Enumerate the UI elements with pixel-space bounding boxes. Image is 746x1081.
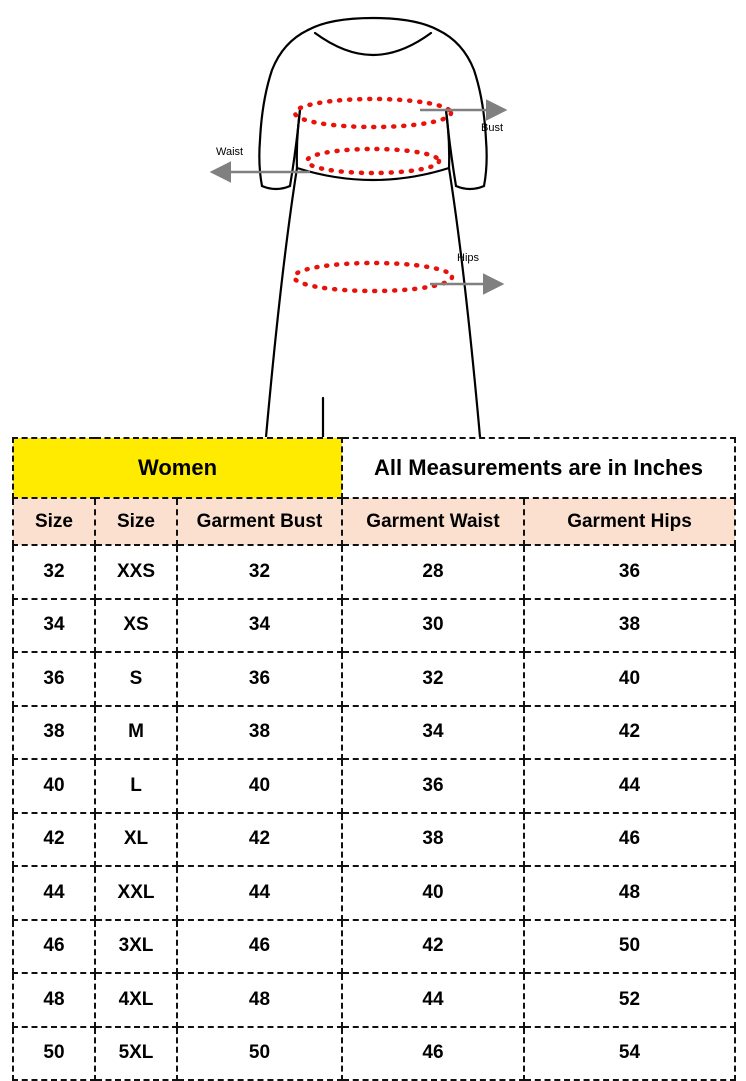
table-cell: 36 — [342, 759, 524, 813]
body-outline — [259, 18, 486, 437]
table-cell: 32 — [13, 545, 95, 599]
table-cell: 44 — [342, 973, 524, 1027]
table-cell: 38 — [177, 706, 342, 760]
measurement-figure — [0, 0, 746, 437]
table-row — [13, 759, 735, 813]
table-cell: L — [95, 759, 177, 813]
table-cell: 38 — [13, 706, 95, 760]
table-cell: 42 — [342, 920, 524, 974]
table-row — [13, 1027, 735, 1081]
table-cell: S — [95, 652, 177, 706]
bust-label: Bust — [481, 122, 504, 134]
table-title-row — [13, 438, 735, 498]
table-row — [13, 973, 735, 1027]
table-cell: 40 — [13, 759, 95, 813]
column-header-size-alpha: Size — [95, 498, 177, 545]
column-header-garment-waist: Garment Waist — [342, 498, 524, 545]
table-row — [13, 706, 735, 760]
title-women: Women — [13, 438, 342, 498]
table-cell: 50 — [177, 1027, 342, 1081]
table-cell: 48 — [13, 973, 95, 1027]
waist-label: Waist — [216, 146, 244, 158]
table-cell: 34 — [13, 599, 95, 653]
table-cell: 44 — [13, 866, 95, 920]
table-cell: 46 — [342, 1027, 524, 1081]
table-row — [13, 599, 735, 653]
table-cell: 36 — [524, 545, 735, 599]
table-cell: 36 — [177, 652, 342, 706]
table-cell: 34 — [342, 706, 524, 760]
table-cell: XXS — [95, 545, 177, 599]
table-cell: 40 — [177, 759, 342, 813]
table-cell: 44 — [177, 866, 342, 920]
table-cell: 40 — [524, 652, 735, 706]
table-cell: 42 — [177, 813, 342, 867]
bust-measure-line — [295, 99, 451, 127]
table-cell: 48 — [177, 973, 342, 1027]
waist-measure-line — [307, 149, 439, 173]
table-cell: 44 — [524, 759, 735, 813]
table-cell: XXL — [95, 866, 177, 920]
table-cell: 52 — [524, 973, 735, 1027]
table-cell: 46 — [524, 813, 735, 867]
table-cell: 48 — [524, 866, 735, 920]
table-cell: 50 — [13, 1027, 95, 1081]
table-cell: 46 — [177, 920, 342, 974]
table-cell: 50 — [524, 920, 735, 974]
table-cell: M — [95, 706, 177, 760]
table-cell: 5XL — [95, 1027, 177, 1081]
table-cell: 38 — [342, 813, 524, 867]
table-row — [13, 920, 735, 974]
column-header-garment-bust: Garment Bust — [177, 498, 342, 545]
table-cell: 30 — [342, 599, 524, 653]
table-cell: 32 — [342, 652, 524, 706]
table-cell: 3XL — [95, 920, 177, 974]
table-row — [13, 813, 735, 867]
table-row — [13, 652, 735, 706]
table-cell: 38 — [524, 599, 735, 653]
column-header-size-numeric: Size — [13, 498, 95, 545]
table-row — [13, 866, 735, 920]
hips-label: Hips — [457, 252, 480, 264]
table-cell: 4XL — [95, 973, 177, 1027]
size-chart-table — [12, 437, 736, 1081]
table-cell: 42 — [524, 706, 735, 760]
table-cell: XS — [95, 599, 177, 653]
dress-illustration — [0, 0, 746, 437]
table-cell: 40 — [342, 866, 524, 920]
table-cell: 36 — [13, 652, 95, 706]
table-cell: 32 — [177, 545, 342, 599]
table-cell: 42 — [13, 813, 95, 867]
hips-measure-line — [294, 263, 452, 291]
table-cell: 54 — [524, 1027, 735, 1081]
table-cell: XL — [95, 813, 177, 867]
table-header-row — [13, 498, 735, 545]
table-cell: 28 — [342, 545, 524, 599]
table-cell: 46 — [13, 920, 95, 974]
table-row — [13, 545, 735, 599]
column-header-garment-hips: Garment Hips — [524, 498, 735, 545]
table-cell: 34 — [177, 599, 342, 653]
title-measurements: All Measurements are in Inches — [342, 438, 735, 498]
